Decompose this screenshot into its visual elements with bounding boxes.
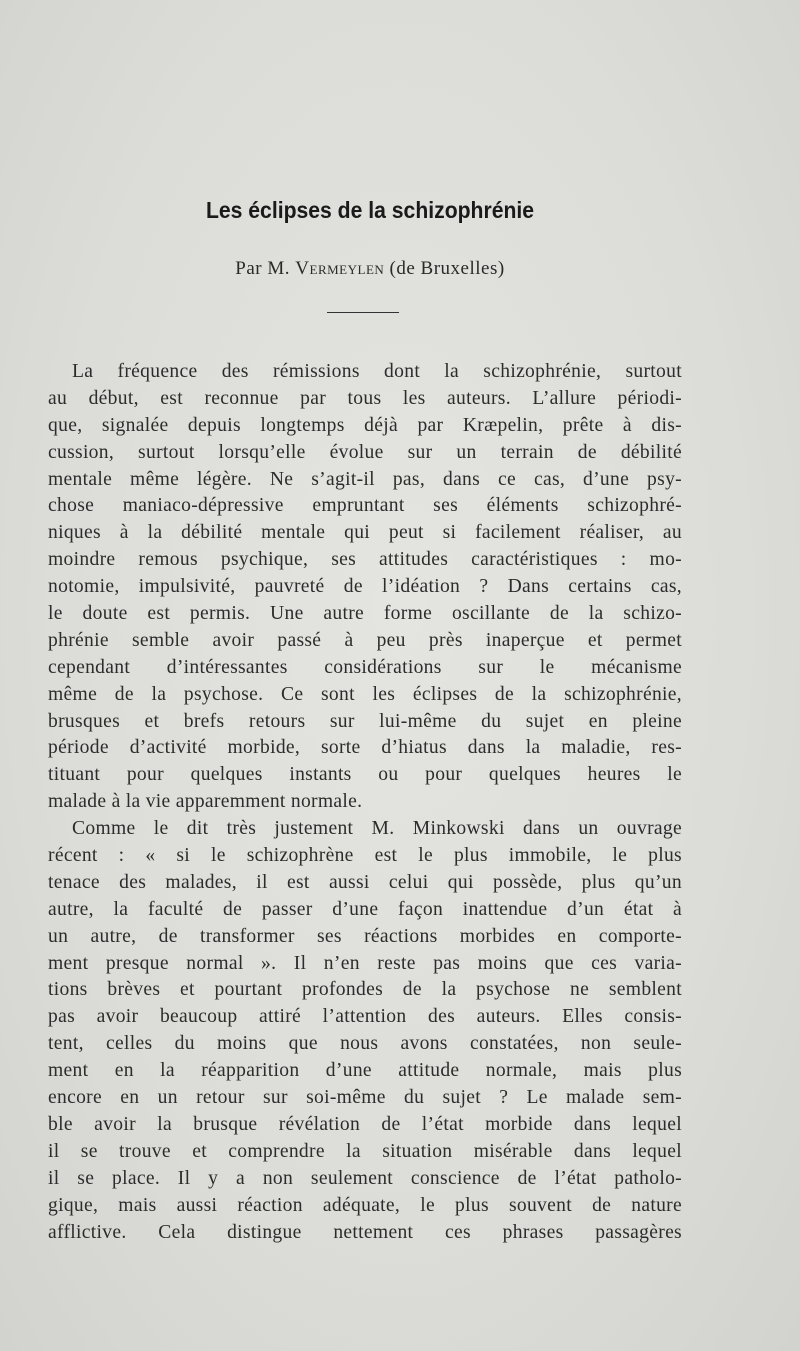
body-line: cependant d’intéressantes considérations sur le mécanisme [48,656,682,678]
body-line: Comme le dit très justement M. Minkowski dans un ouvrage [72,818,682,840]
body-line: le doute est permis. Une autre forme oscillante de la schizo- [48,603,682,625]
body-line: chose maniaco-dépressive empruntant ses éléments schizophré- [48,495,682,517]
body-line: tituant pour quelques instants ou pour quelques heures le [48,764,682,786]
body-line: période d’activité morbide, sorte d’hiatus dans la maladie, res- [48,737,682,759]
body-line: un autre, de transformer ses réactions morbides en comporte- [48,925,682,947]
body-line: il se place. Il y a non seulement conscience de l’état patholo- [48,1167,682,1189]
body-line: phrénie semble avoir passé à peu près inaperçue et permet [48,629,682,651]
body-line: autre, la faculté de passer d’une façon inattendue d’un état à [48,898,682,920]
body-line: La fréquence des rémissions dont la schizophrénie, surtout [72,361,682,382]
body-line: que, signalée depuis longtemps déjà par Kræpelin, prête à dis- [48,414,682,436]
body-line: même de la psychose. Ce sont les éclipses de la schizophrénie, [48,683,682,705]
body-line: malade à la vie apparemment normale. [48,791,363,813]
article-body [48,359,682,1246]
body-line: il se trouve et comprendre la situation misérable dans lequel [48,1140,682,1162]
body-line: ble avoir la brusque révélation de l’état morbide dans lequel [48,1113,682,1135]
body-line: cussion, surtout lorsqu’elle évolue sur un terrain de débilité [48,441,682,463]
body-line: brusques et brefs retours sur lui-même du sujet en pleine [48,710,682,732]
body-line: gique, mais aussi réaction adéquate, le plus souvent de nature [48,1194,682,1216]
byline-author: Vermeylen [295,258,385,279]
byline-prefix: Par M. [235,258,291,279]
body-line: tenace des malades, il est aussi celui qui possède, plus qu’un [48,871,682,893]
body-line: afflictive. Cela distingue nettement ces phrases passagères [48,1221,682,1243]
body-line: récent : « si le schizophrène est le plus immobile, le plus [48,845,682,867]
body-line: notomie, impulsivité, pauvreté de l’idéation ? Dans certains cas, [48,576,682,598]
body-line: tent, celles du moins que nous avons constatées, non seule- [48,1033,682,1055]
body-line: ment presque normal ». Il n’en reste pas moins que ces varia- [48,952,682,974]
body-line: au début, est reconnue par tous les auteurs. L’allure périodi- [48,387,682,409]
body-line: mentale même légère. Ne s’agit-il pas, dans ce cas, d’une psy- [48,468,682,490]
byline-affiliation: (de Bruxelles) [389,258,505,279]
body-line: pas avoir beaucoup attiré l’attention des auteurs. Elles consis- [48,1006,682,1028]
article-byline [0,258,740,280]
body-line: niques à la débilité mentale qui peut si facilement réaliser, au [48,522,682,544]
body-line: encore en un retour sur soi-même du sujet ? Le malade sem- [48,1087,682,1109]
body-line: tions brèves et pourtant profondes de la psychose ne semblent [48,979,682,1001]
article-title: Les éclipses de la schizophrénie [205,197,535,223]
title-separator-rule [327,312,399,313]
body-line: moindre remous psychique, ses attitudes caractéristiques : mo- [48,549,682,571]
body-line: ment en la réapparition d’une attitude normale, mais plus [48,1060,682,1082]
